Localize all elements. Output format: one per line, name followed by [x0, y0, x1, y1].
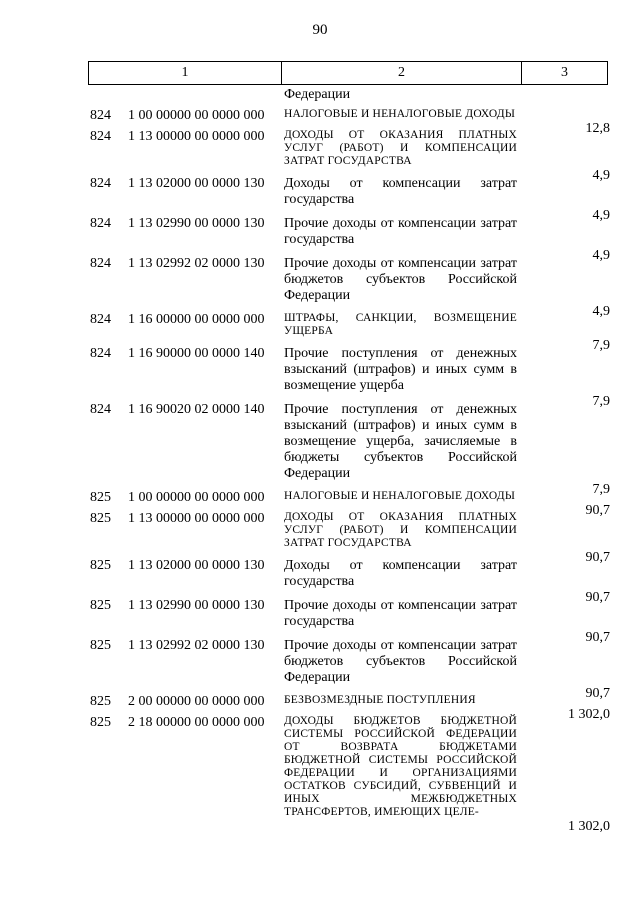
amount: 90,7	[585, 630, 610, 645]
amount: 4,9	[592, 168, 610, 183]
admin-code: 825	[90, 715, 111, 730]
budget-classification-code: 2 00 00000 00 0000 000	[128, 694, 265, 709]
page-number: 90	[312, 22, 328, 38]
income-name: Доходы от компенсации затрат государства	[284, 176, 517, 207]
header-col-2: 2	[282, 62, 522, 84]
admin-code: 824	[90, 108, 111, 123]
income-name: ДОХОДЫ ОТ ОКАЗАНИЯ ПЛАТНЫХ УСЛУГ (РАБОТ) И КОМПЕНСАЦИИ ЗАТРАТ ГОСУДАРСТВА	[284, 129, 517, 167]
amount: 1 302,0	[568, 707, 610, 722]
amount: 12,8	[585, 121, 610, 136]
amount: 4,9	[592, 304, 610, 319]
admin-code: 825	[90, 598, 111, 613]
amount: 7,9	[592, 394, 610, 409]
amount: 90,7	[585, 550, 610, 565]
admin-code: 825	[90, 490, 111, 505]
budget-classification-code: 1 16 90000 00 0000 140	[128, 346, 265, 361]
admin-code: 825	[90, 511, 111, 526]
budget-classification-code: 1 13 02990 00 0000 130	[128, 216, 265, 231]
income-name: Доходы от компенсации затрат государства	[284, 558, 517, 589]
income-name: БЕЗВОЗМЕЗДНЫЕ ПОСТУПЛЕНИЯ	[284, 694, 476, 706]
budget-classification-code: 1 16 00000 00 0000 000	[128, 312, 265, 327]
table-row	[0, 256, 640, 319]
admin-code: 824	[90, 312, 111, 327]
table-row	[0, 346, 640, 409]
admin-code: 825	[90, 638, 111, 653]
income-name: Прочие доходы от компенсации затрат государства	[284, 216, 517, 247]
budget-classification-code: 1 13 00000 00 0000 000	[128, 511, 265, 526]
table-row	[0, 598, 640, 645]
amount: 1 302,0	[568, 819, 610, 834]
admin-code: 824	[90, 216, 111, 231]
budget-classification-code: 1 13 02990 00 0000 130	[128, 598, 265, 613]
table-row	[0, 108, 640, 136]
continuation-row	[0, 87, 640, 103]
budget-classification-code: 1 16 90020 02 0000 140	[128, 402, 265, 417]
income-name: НАЛОГОВЫЕ И НЕНАЛОГОВЫЕ ДОХОДЫ	[284, 490, 516, 502]
amount: 90,7	[585, 686, 610, 701]
admin-code: 825	[90, 694, 111, 709]
budget-classification-code: 1 13 02992 02 0000 130	[128, 256, 265, 271]
table-body	[0, 87, 640, 834]
income-name: ДОХОДЫ БЮДЖЕТОВ БЮДЖЕТНОЙ СИСТЕМЫ РОССИЙСКОЙ ФЕДЕРАЦИИ ОТ ВОЗВРАТА БЮДЖЕТАМИ БЮДЖЕТНОЙ СИСТЕМЫ РОССИЙСКОЙ ФЕДЕРАЦИИ И ОРГАНИЗАЦИЯМИ ОСТАТКОВ СУБСИДИЙ, СУБВЕНЦИЙ И ИНЫХ МЕЖБЮДЖЕТНЫХ ТРАНСФЕРТОВ, ИМЕЮЩИХ ЦЕЛЕ-	[284, 715, 517, 818]
table-row	[0, 511, 640, 565]
table-row	[0, 490, 640, 518]
table-row	[0, 715, 640, 834]
income-name: ШТРАФЫ, САНКЦИИ, ВОЗМЕЩЕНИЕ УЩЕРБА	[284, 312, 517, 337]
admin-code: 824	[90, 256, 111, 271]
budget-classification-code: 1 13 02000 00 0000 130	[128, 176, 265, 191]
amount: 4,9	[592, 248, 610, 263]
budget-classification-code: 1 13 02000 00 0000 130	[128, 558, 265, 573]
table-row	[0, 558, 640, 605]
admin-code: 824	[90, 402, 111, 417]
income-name: НАЛОГОВЫЕ И НЕНАЛОГОВЫЕ ДОХОДЫ	[284, 108, 516, 120]
admin-code: 824	[90, 346, 111, 361]
table-row	[0, 176, 640, 223]
admin-code: 824	[90, 176, 111, 191]
amount: 7,9	[592, 482, 610, 497]
budget-classification-code: 1 13 02992 02 0000 130	[128, 638, 265, 653]
amount: 7,9	[592, 338, 610, 353]
income-name: Прочие доходы от компенсации затрат государства	[284, 598, 517, 629]
continuation-text: Федерации	[284, 87, 351, 102]
budget-classification-code: 1 00 00000 00 0000 000	[128, 490, 265, 505]
amount: 90,7	[585, 590, 610, 605]
budget-classification-code: 1 13 00000 00 0000 000	[128, 129, 265, 144]
budget-classification-code: 1 00 00000 00 0000 000	[128, 108, 265, 123]
header-col-3: 3	[561, 65, 568, 80]
income-name: Прочие поступления от денежных взысканий (штрафов) и иных сумм в возмещение ущерба, зачисляемые в бюджеты субъектов Российской Федерации	[284, 402, 517, 481]
amount: 90,7	[585, 503, 610, 518]
income-name: ДОХОДЫ ОТ ОКАЗАНИЯ ПЛАТНЫХ УСЛУГ (РАБОТ) И КОМПЕНСАЦИИ ЗАТРАТ ГОСУДАРСТВА	[284, 511, 517, 549]
amount: 4,9	[592, 208, 610, 223]
admin-code: 825	[90, 558, 111, 573]
income-name: Прочие доходы от компенсации затрат бюджетов субъектов Российской Федерации	[284, 638, 517, 685]
table-row	[0, 216, 640, 263]
income-name: Прочие доходы от компенсации затрат бюджетов субъектов Российской Федерации	[284, 256, 517, 303]
table-row	[0, 694, 640, 722]
table-header	[88, 61, 608, 85]
table-row	[0, 312, 640, 353]
income-name: Прочие поступления от денежных взысканий (штрафов) и иных сумм в возмещение ущерба	[284, 346, 517, 393]
budget-classification-code: 2 18 00000 00 0000 000	[128, 715, 265, 730]
table-row	[0, 129, 640, 183]
header-col-1: 1	[89, 62, 282, 84]
admin-code: 824	[90, 129, 111, 144]
